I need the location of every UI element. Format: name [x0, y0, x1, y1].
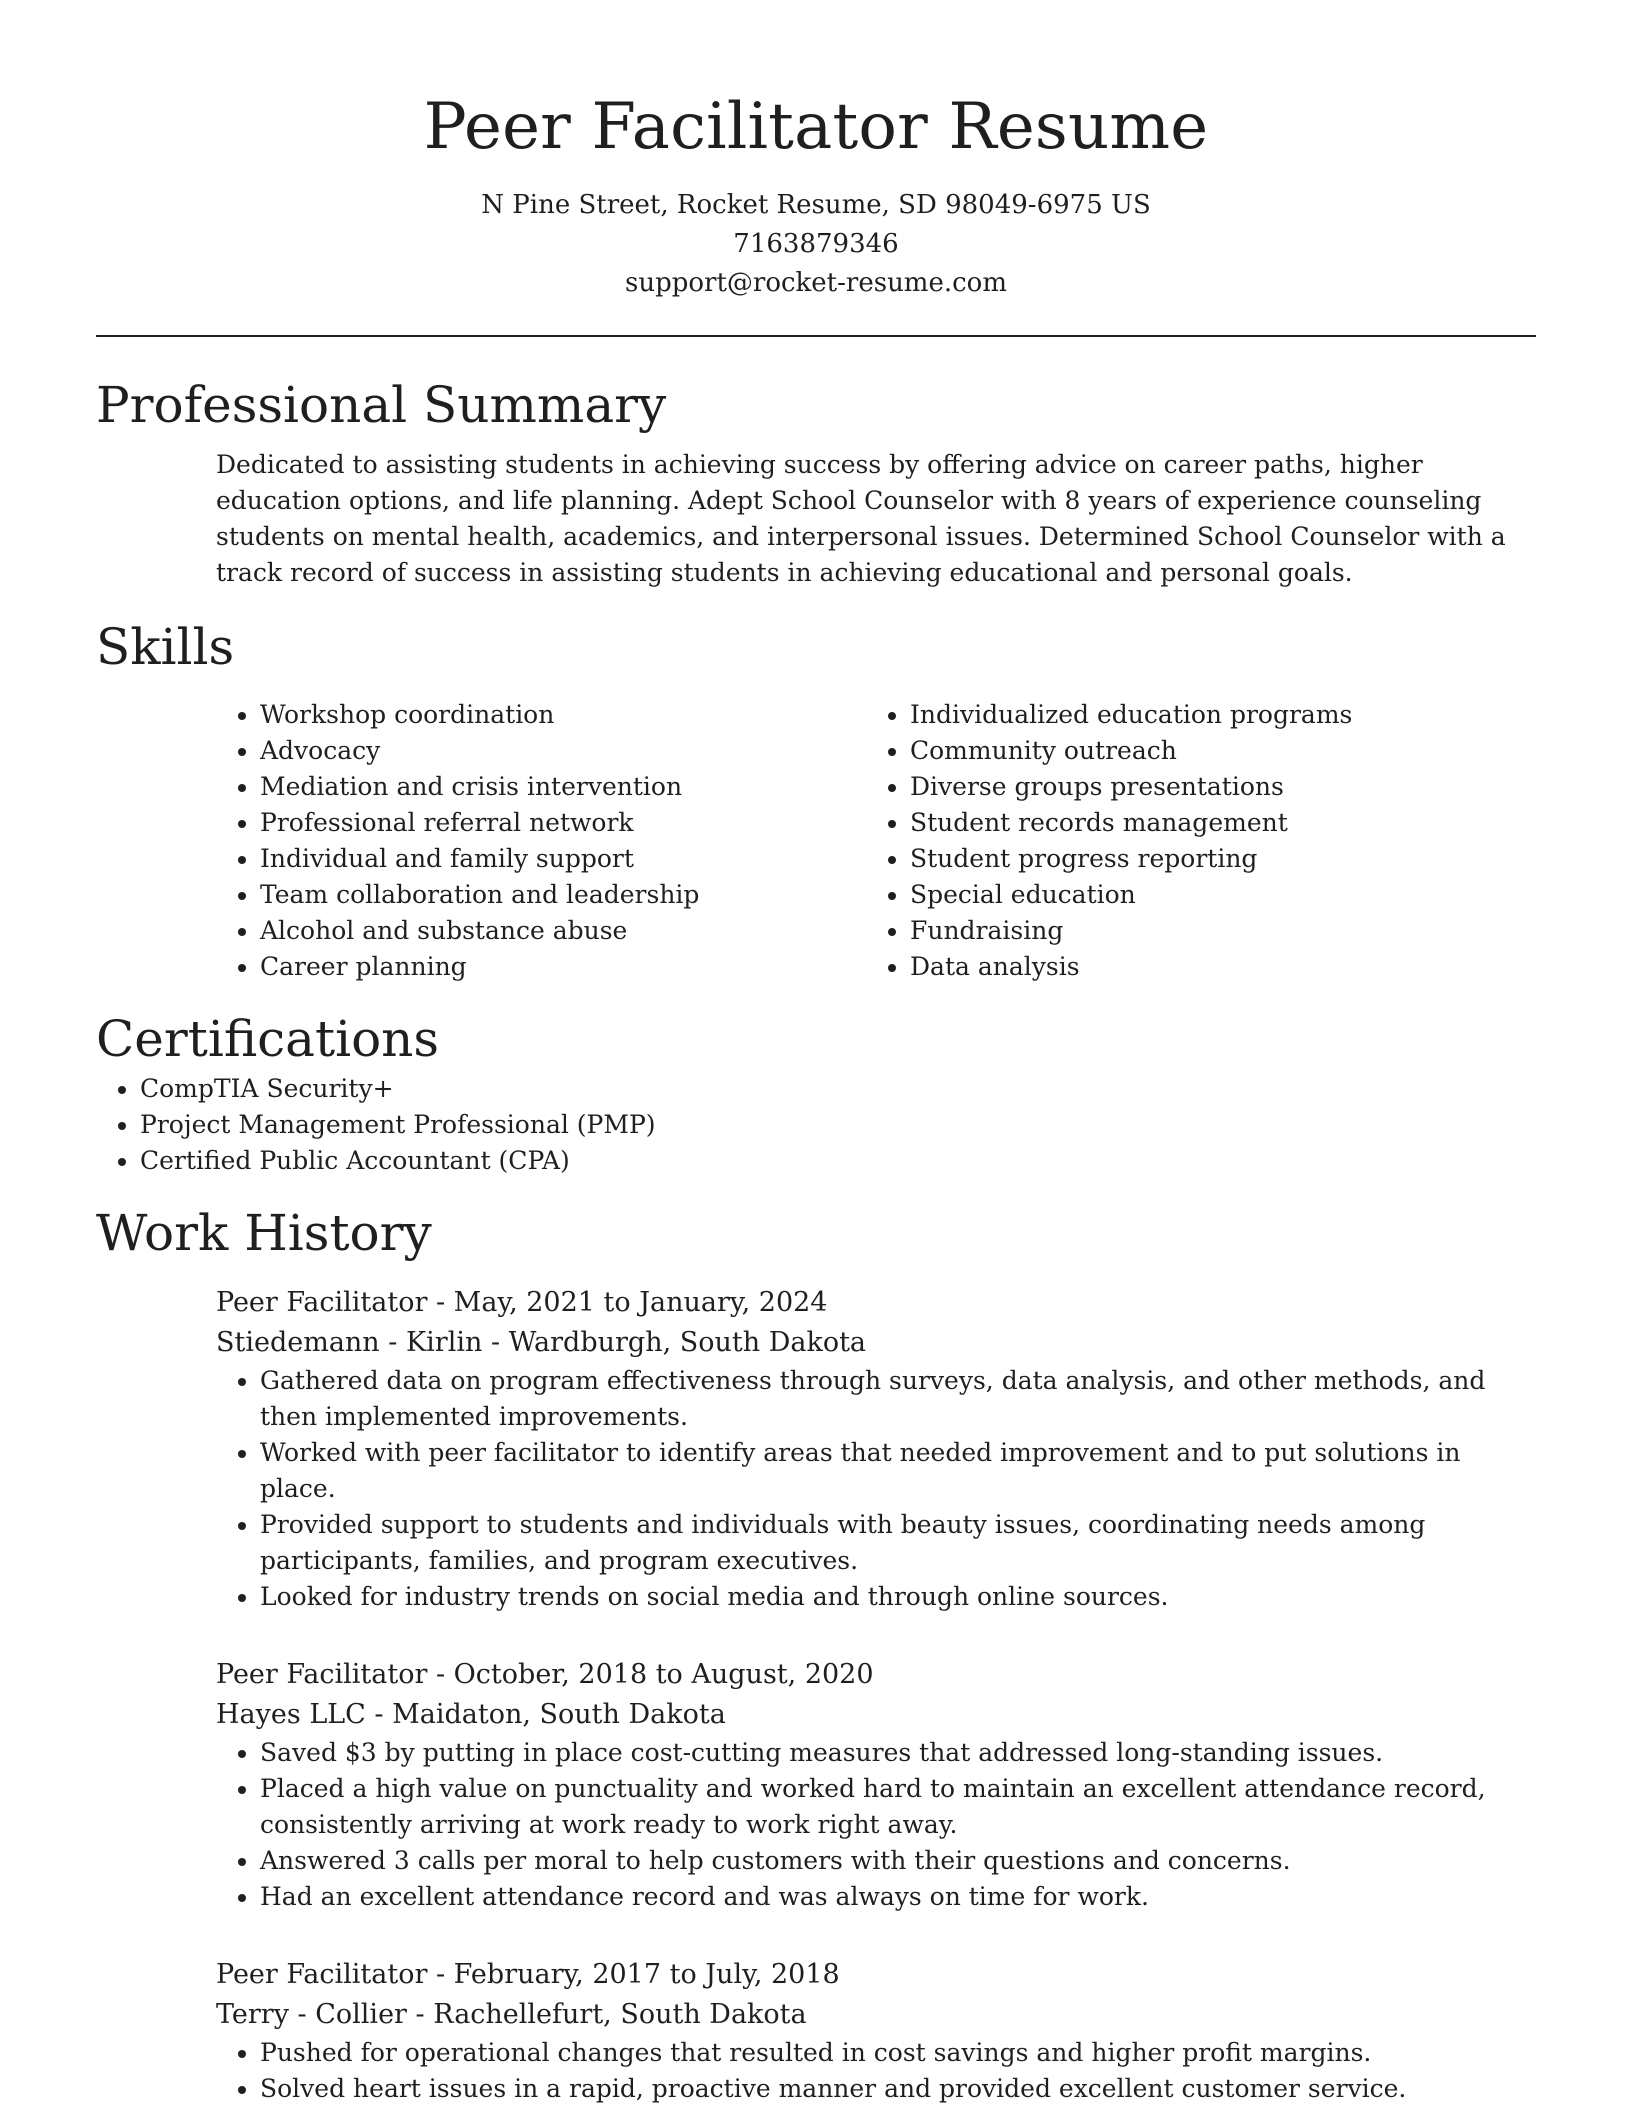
skills-list-right [866, 697, 1516, 985]
skills-list-left [216, 697, 866, 985]
skill-item: • Diverse groups presentations [910, 769, 1516, 805]
certification-item: • CompTIA Security+ [140, 1071, 1536, 1107]
job-bullet: • Solved heart issues in a rapid, proactive manner and provided excellent customer service. [260, 2071, 1536, 2107]
skill-item: • Fundraising [910, 913, 1516, 949]
skill-item: • Individualized education programs [910, 697, 1516, 733]
resume-header [96, 0, 1536, 303]
skill-item: • Student progress reporting [910, 841, 1516, 877]
job-bullets [216, 2035, 1536, 2107]
job-bullets [216, 1363, 1536, 1615]
job-company-line: Terry - Collier - Rachellefurt, South Dakota [216, 1999, 807, 2030]
job-bullet: • Pushed for operational changes that resulted in cost savings and higher profit margins. [260, 2035, 1536, 2071]
resume-page [96, 0, 1536, 2107]
summary-heading: Professional Summary [96, 376, 667, 434]
job-bullets [216, 1735, 1536, 1915]
job-company-line: Stiedemann - Kirlin - Wardburgh, South Dakota [216, 1327, 867, 1358]
contact-address: N Pine Street, Rocket Resume, SD 98049-6975 US [481, 190, 1151, 220]
contact-phone: 7163879346 [733, 229, 899, 259]
job-bullet: • Gathered data on program effectiveness through surveys, data analysis, and other methods, and then implemented improvements. [260, 1363, 1536, 1435]
contact-block [96, 186, 1536, 303]
job-bullet: • Worked with peer facilitator to identify areas that needed improvement and to put solutions in place. [260, 1435, 1536, 1507]
job-entry [216, 1283, 1536, 1615]
skill-item: • Community outreach [910, 733, 1516, 769]
job-entry [216, 1955, 1536, 2107]
summary-text: Dedicated to assisting students in achieving success by offering advice on career paths, higher education options, and life planning. Adept School Counselor with 8 years of experience counseling students on mental health, academics, and interpersonal issues. Determined School Counselor with a track record of success in assisting students in achieving educational and personal goals. [216, 450, 1506, 587]
certification-item: • Project Management Professional (PMP) [140, 1107, 1536, 1143]
skill-item: • Mediation and crisis intervention [260, 769, 866, 805]
skill-item: • Advocacy [260, 733, 866, 769]
job-bullet: • Provided support to students and individuals with beauty issues, coordinating needs among participants, families, and program executives. [260, 1507, 1536, 1579]
job-entry [216, 1655, 1536, 1915]
job-bullet: • Had an excellent attendance record and was always on time for work. [260, 1879, 1536, 1915]
skill-item: • Team collaboration and leadership [260, 877, 866, 913]
contact-email: support@rocket-resume.com [624, 268, 1007, 298]
skill-item: • Workshop coordination [260, 697, 866, 733]
skill-item: • Career planning [260, 949, 866, 985]
skill-item: • Alcohol and substance abuse [260, 913, 866, 949]
job-title-line: Peer Facilitator - February, 2017 to July, 2018 [216, 1959, 840, 1990]
skills-columns [216, 697, 1536, 985]
skill-item: • Individual and family support [260, 841, 866, 877]
job-bullet: • Answered 3 calls per moral to help customers with their questions and concerns. [260, 1843, 1536, 1879]
job-bullet: • Placed a high value on punctuality and worked hard to maintain an excellent attendance record, consistently arriving at work ready to work right away. [260, 1771, 1536, 1843]
header-divider [96, 335, 1536, 337]
certifications-heading: Certifications [96, 1010, 440, 1068]
job-bullet: • Saved $3 by putting in place cost-cutting measures that addressed long-standing issues. [260, 1735, 1536, 1771]
skill-item: • Professional referral network [260, 805, 866, 841]
certification-item: • Certified Public Accountant (CPA) [140, 1143, 1536, 1179]
job-title-line: Peer Facilitator - October, 2018 to August, 2020 [216, 1659, 874, 1690]
job-title-line: Peer Facilitator - May, 2021 to January, 2024 [216, 1287, 828, 1318]
certifications-list [96, 1071, 1536, 1179]
skills-heading: Skills [96, 618, 235, 676]
job-bullet: • Looked for industry trends on social media and through online sources. [260, 1579, 1536, 1615]
resume-title: Peer Facilitator Resume [423, 90, 1209, 164]
skill-item: • Student records management [910, 805, 1516, 841]
skill-item: • Special education [910, 877, 1516, 913]
work-history-heading: Work History [96, 1204, 432, 1262]
job-company-line: Hayes LLC - Maidaton, South Dakota [216, 1699, 726, 1730]
skill-item: • Data analysis [910, 949, 1516, 985]
